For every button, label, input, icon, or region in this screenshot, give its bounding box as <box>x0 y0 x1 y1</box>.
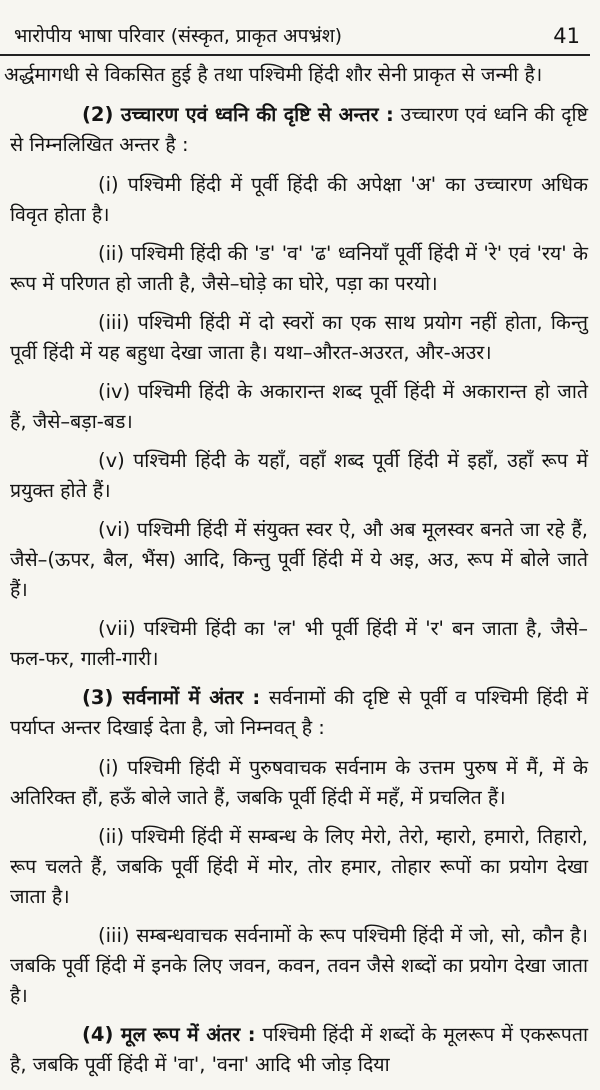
paragraph-text: सर्वनामों की दृष्टि से पूर्वी व पश्चिमी हिंदी में पर्याप्त अन्तर दिखाई देता है, जो निम्नवत् है : <box>10 686 589 739</box>
paragraph-text: (iii) पश्चिमी हिंदी में दो स्वरों का एक साथ प्रयोग नहीं होता, किन्तु पूर्वी हिंदी में यह बहुधा देखा जाता है। यथा–औरत-अउरत, और-अउर। <box>10 311 588 364</box>
paragraph-text: (iv) पश्चिमी हिंदी के अकारान्त शब्द पूर्वी हिंदी में अकारान्त हो जाते हैं, जैसे–बड़ा-बड। <box>10 380 588 433</box>
header-rule <box>0 54 590 56</box>
paragraph-text: उच्चारण एवं ध्वनि की दृष्टि से निम्नलिखित अन्तर है : <box>10 103 588 156</box>
list-paragraph <box>10 446 588 506</box>
paragraph-text: (i) पश्चिमी हिंदी में पूर्वी हिंदी की अपेक्षा 'अ' का उच्चारण अधिक विवृत होता है। <box>10 173 588 226</box>
list-paragraph <box>10 921 588 1011</box>
section-paragraph <box>10 683 588 743</box>
section-heading: (4) मूल रूप में अंतर : <box>82 1023 256 1046</box>
list-paragraph <box>10 377 588 437</box>
section-paragraph <box>10 100 588 160</box>
paragraph-text: (ii) पश्चिमी हिंदी में सम्बन्ध के लिए मेरो, तेरो, म्हारो, हमारो, तिहारो, रूप चलते हैं, जबकि पूर्वी हिंदी में मोर, तोर हमार, तोहार रूपों का प्रयोग देखा जाता है। <box>10 825 588 908</box>
paragraph-text: (v) पश्चिमी हिंदी के यहाँ, वहाँ शब्द पूर्वी हिंदी में इहाँ, उहाँ रूप में प्रयुक्त होते हैं। <box>10 449 588 502</box>
list-paragraph <box>10 614 588 674</box>
list-paragraph <box>10 170 588 230</box>
paragraph-text: (vii) पश्चिमी हिंदी का 'ल' भी पूर्वी हिंदी में 'र' बन जाता है, जैसे–फल-फर, गाली-गारी। <box>10 617 588 670</box>
list-paragraph <box>10 822 588 912</box>
section-heading: (3) सर्वनामों में अंतर : <box>82 686 261 709</box>
paragraph-text: पश्चिमी हिंदी में शब्दों के मूलरूप में एकरूपता है, जबकि पूर्वी हिंदी में 'वा', 'वना' आदि भी जोड़ दिया <box>10 1023 588 1076</box>
page-body <box>4 60 589 1090</box>
section-heading: (2) उच्चारण एवं ध्वनि की दृष्टि से अन्तर : <box>82 103 394 126</box>
paragraph-text: (vi) पश्चिमी हिंदी में संयुक्त स्वर ऐ, औ अब मूलस्वर बनते जा रहे हैं, जैसे–(ऊपर, बैल, भैंस) आदि, किन्तु पूर्वी हिंदी में ये अइ, अउ, रूप में बोले जाते हैं। <box>10 518 588 601</box>
list-paragraph <box>10 308 588 368</box>
list-paragraph <box>10 239 588 299</box>
paragraph-text: (ii) पश्चिमी हिंदी की 'ड' 'व' 'ढ' ध्वनियाँ पूर्वी हिंदी में 'रे' एवं 'रय' के रूप में परिणत हो जाती है, जैसे–घोड़े का घोरे, पड़ा का परयो। <box>10 242 588 295</box>
running-header <box>0 0 590 54</box>
header-title: भारोपीय भाषा परिवार (संस्कृत, प्राकृत अपभ्रंश) <box>14 25 343 47</box>
paragraph-text: अर्द्धमागधी से विकसित हुई है तथा पश्चिमी हिंदी शौर सेनी प्राकृत से जन्मी है। <box>4 63 543 86</box>
paragraph <box>4 60 588 90</box>
section-paragraph <box>10 1020 588 1080</box>
list-paragraph <box>10 753 588 813</box>
page-number: 41 <box>553 24 580 48</box>
paragraph-text: (iii) सम्बन्धवाचक सर्वनामों के रूप पश्चिमी हिंदी में जो, सो, कौन है। जबकि पूर्वी हिंदी में इनके लिए जवन, कवन, तवन जैसे शब्दों का प्रयोग देखा जाता है। <box>10 924 588 1007</box>
list-paragraph <box>10 515 588 605</box>
paragraph-text: (i) पश्चिमी हिंदी में पुरुषवाचक सर्वनाम के उत्तम पुरुष में मैं, में के अतिरिक्त हौं, हऊँ बोले जाते हैं, जबकि पूर्वी हिंदी में महँ, में प्रचलित हैं। <box>10 756 588 809</box>
